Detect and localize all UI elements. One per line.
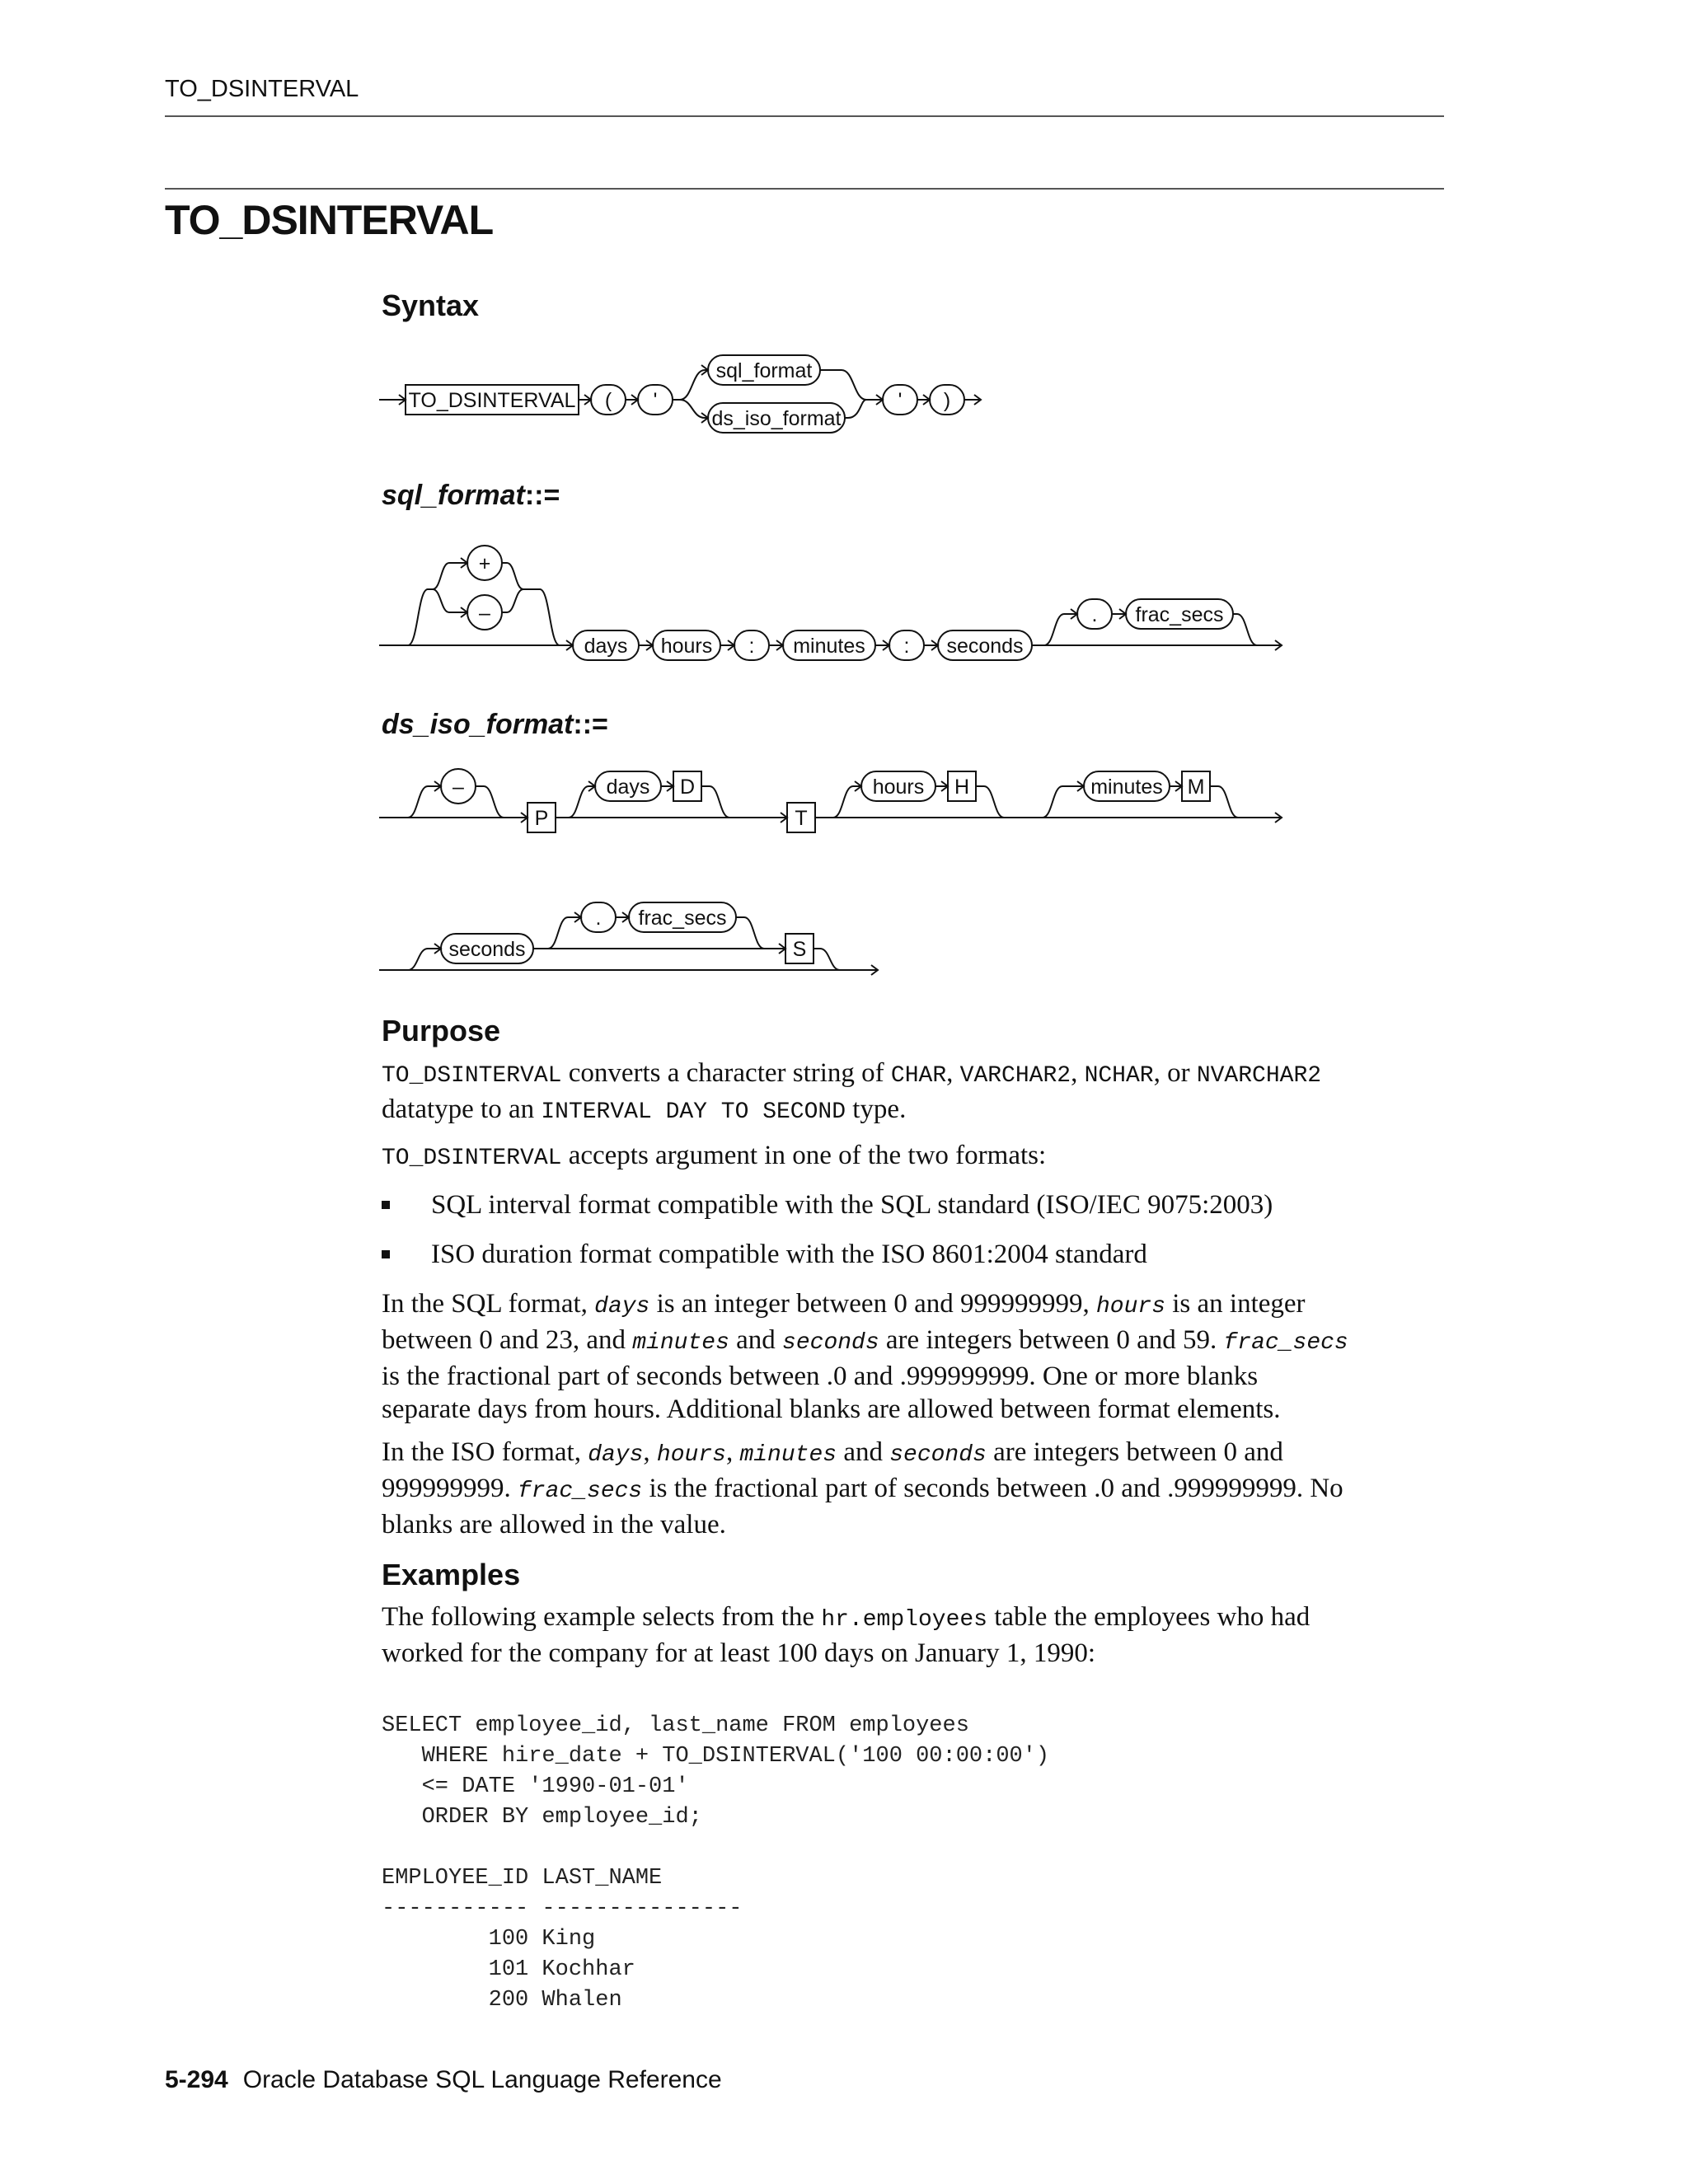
running-header: TO_DSINTERVAL: [165, 76, 359, 102]
page-number: 5-294: [165, 2066, 228, 2093]
purpose-paragraph-1: TO_DSINTERVAL converts a character string of CHAR, VARCHAR2, NCHAR, or NVARCHAR2 datatype to an INTERVAL DAY TO SECOND type.: [382, 1058, 1322, 1125]
iso-h-token: H: [954, 776, 970, 799]
purpose-heading: Purpose: [382, 1014, 501, 1047]
seconds-token: seconds: [946, 635, 1024, 658]
quote-token-close: ': [898, 389, 903, 412]
colon-token-2: :: [903, 635, 910, 658]
title-rule: [165, 188, 1444, 190]
iso-p-token: P: [534, 807, 549, 830]
keyword-to-dsinterval: TO_DSINTERVAL: [408, 389, 576, 412]
iso-hours-token: hours: [872, 776, 925, 799]
page-title: TO_DSINTERVAL: [165, 197, 494, 243]
iso-t-token: T: [795, 807, 808, 830]
plus-sign-token: +: [478, 552, 491, 575]
sql-format-heading: sql_format::=: [382, 480, 560, 511]
syntax-diagram-main: [375, 344, 1001, 452]
ds-iso-format-heading: ds_iso_format::=: [382, 709, 608, 740]
ds-iso-format-diagram: [375, 758, 1306, 849]
iso-m-token: M: [1187, 776, 1205, 799]
iso-minutes-token: minutes: [1090, 776, 1163, 799]
header-rule: [165, 115, 1444, 117]
examples-paragraph: The following example selects from the hr.employees table the employees who had worked for the company for at least 100 days on January 1, 1990:: [382, 1602, 1311, 1668]
colon-token-1: :: [748, 635, 755, 658]
sql-format-token: sql_format: [715, 359, 813, 382]
iso-dot-token: .: [595, 907, 602, 930]
purpose-paragraph-4: In the ISO format, days, hours, minutes and seconds are integers between 0 and 999999999. frac_secs is the fractional part of seconds between .0 and .999999999. No blanks are allowed in the value.: [382, 1437, 1343, 1540]
example-code-block: SELECT employee_id, last_name FROM employees WHERE hire_date + TO_DSINTERVAL('100 00:00:00') <= DATE '1990-01-01' ORDER BY employee_id; EMPLOYEE_ID LAST_NAME ----------- --------------- 100 King 101 Kochhar 200 Whalen: [382, 1713, 1050, 2013]
iso-seconds-token: seconds: [448, 938, 526, 961]
iso-minus-token: –: [452, 776, 464, 799]
bullet-marker: [382, 1250, 390, 1258]
frac-secs-token: frac_secs: [1135, 603, 1224, 626]
iso-days-token: days: [606, 776, 650, 799]
minutes-token: minutes: [793, 635, 865, 658]
quote-token: ': [653, 389, 658, 412]
lparen-token: (: [604, 389, 612, 412]
iso-frac-secs-token: frac_secs: [638, 907, 727, 930]
iso-s-token: S: [792, 938, 807, 961]
days-token: days: [584, 635, 628, 658]
minus-sign-token: –: [479, 602, 490, 625]
rparen-token: ): [943, 389, 951, 412]
ds-iso-format-diagram-continued: [375, 878, 903, 985]
ds-iso-format-token: ds_iso_format: [711, 407, 842, 430]
page-footer: [165, 2066, 722, 2094]
iso-d-token: D: [679, 776, 696, 799]
bullet-marker: [382, 1201, 390, 1209]
hours-token: hours: [660, 635, 713, 658]
purpose-paragraph-3: In the SQL format, days is an integer between 0 and 999999999, hours is an integer between 0 and 23, and minutes and seconds are integers between 0 and 59. frac_secs is the fractional part of seconds between .0 and .999999999. One or more blanks separate days from hours. Additional blanks are allowed between format elements.: [382, 1289, 1348, 1424]
examples-heading: Examples: [382, 1558, 521, 1591]
sql-format-diagram: [375, 540, 1306, 663]
dot-token: .: [1091, 603, 1098, 626]
syntax-heading: Syntax: [382, 288, 480, 322]
purpose-paragraph-2: TO_DSINTERVAL accepts argument in one of the two formats:: [382, 1141, 1047, 1171]
book-title: Oracle Database SQL Language Reference: [242, 2066, 722, 2093]
